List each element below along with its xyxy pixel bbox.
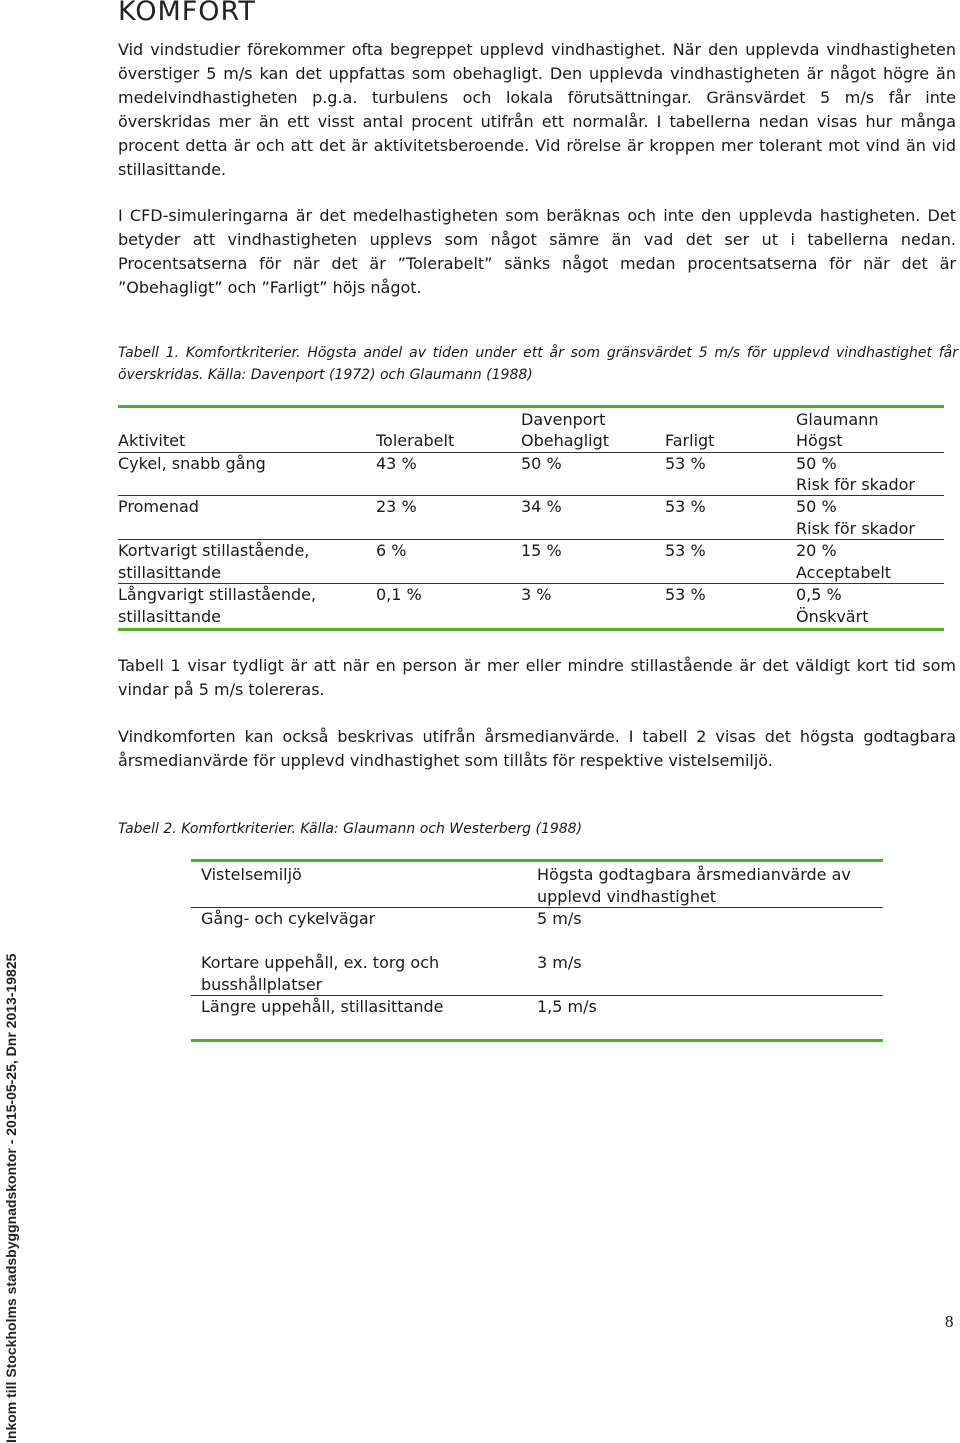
table1-header-obehagligt: Obehagligt <box>521 431 610 450</box>
table2-caption: Tabell 2. Komfortkriterier. Källa: Glaumann och Westerberg (1988) <box>118 821 583 837</box>
table-cell: 0,5 % <box>796 585 842 604</box>
table-cell: Långvarigt stillastående, <box>118 585 317 604</box>
table-cell: 53 % <box>665 497 706 516</box>
table-cell: 50 % <box>796 454 837 473</box>
table-cell: Kortare uppehåll, ex. torg och <box>201 953 440 972</box>
page-number: 8 <box>945 1312 954 1331</box>
table-cell: Acceptabelt <box>796 563 892 582</box>
table-cell: Kortvarigt stillastående, <box>118 541 310 560</box>
table-cell: 1,5 m/s <box>537 997 597 1016</box>
table1-header-hogst: Högst <box>796 431 843 450</box>
table-cell: 20 % <box>796 541 837 560</box>
table-cell: 5 m/s <box>537 909 582 928</box>
table-cell: busshållplatser <box>201 975 323 994</box>
table-cell: 50 % <box>521 454 562 473</box>
table-cell: 0,1 % <box>376 585 422 604</box>
table-cell: 23 % <box>376 497 417 516</box>
table2-header-value-line2: upplevd vindhastighet <box>537 887 717 906</box>
received-stamp-text: Inkom till Stockholms stadsbyggnadskontor - 2015-05-25, Dnr 2013-19825 <box>3 953 19 1443</box>
table-cell: Cykel, snabb gång <box>118 454 266 473</box>
table-cell: Gång- och cykelvägar <box>201 909 376 928</box>
table-cell: Risk för skador <box>796 519 915 538</box>
table-cell: 53 % <box>665 454 706 473</box>
table-cell: 34 % <box>521 497 562 516</box>
table2-top-rule <box>191 859 883 862</box>
table-cell: 6 % <box>376 541 407 560</box>
table1-group-davenport: Davenport <box>521 410 606 429</box>
table1-top-rule <box>118 405 944 408</box>
table-cell: stillasittande <box>118 607 222 626</box>
table2-bottom-rule <box>191 1039 883 1042</box>
table-cell: Längre uppehåll, stillasittande <box>201 997 444 1016</box>
table-cell: Promenad <box>118 497 199 516</box>
median-paragraph: Vindkomforten kan också beskrivas utifrån årsmedianvärde. I tabell 2 visas det högsta godtagbara årsmedianvärde för upplevd vindhastighet som tillåts för respektive vistelsemiljö. <box>118 727 956 770</box>
table-cell: 3 % <box>521 585 552 604</box>
table-cell: 50 % <box>796 497 837 516</box>
table1-header-tolerabelt: Tolerabelt <box>376 431 455 450</box>
table-cell: 43 % <box>376 454 417 473</box>
page-heading: KOMFORT <box>118 0 256 27</box>
cfd-paragraph: I CFD-simuleringarna är det medelhastigheten som beräknas och inte den upplevda hastigheten. Det betyder att vindhastigheten upplevs som något sämre än vad det ser ut i tabellerna nedan. Procentsatserna för när det är ”Tolerabelt” sänks något medan procentsatserna för när det är ”Obehagligt” och ”Farligt” höjs något. <box>118 206 956 297</box>
table1-group-glaumann: Glaumann <box>796 410 879 429</box>
table1-caption: Tabell 1. Komfortkriterier. Högsta andel av tiden under ett år som gränsvärdet 5 m/s för upplevd vindhastighet får överskridas. Källa: Davenport (1972) och Glaumann (1988) <box>118 345 958 383</box>
table1-summary-paragraph: Tabell 1 visar tydligt är att när en person är mer eller mindre stillastående är det väldigt kort tid som vindar på 5 m/s tolereras. <box>118 656 956 699</box>
table-cell: 53 % <box>665 585 706 604</box>
intro-paragraph: Vid vindstudier förekommer ofta begreppet upplevd vindhastighet. När den upplevda vindhastigheten överstiger 5 m/s kan det uppfattas som obehagligt. Den upplevda vindhastigheten är något högre än medelvindhastigheten p.g.a. turbulens och lokala förutsättningar. Gränsvärdet 5 m/s får inte överskridas mer än ett visst antal procent utifrån ett normalår. I tabellerna nedan visas hur många procent detta är och att det är aktivitetsberoende. Vid rörelse är kroppen mer tolerant mot vind än vid stillasittande. <box>118 40 956 179</box>
table1-bottom-rule <box>118 628 944 631</box>
table-cell: Risk för skador <box>796 475 915 494</box>
table-cell: 15 % <box>521 541 562 560</box>
table-cell: Önskvärt <box>796 607 869 626</box>
table-cell: 3 m/s <box>537 953 582 972</box>
table2-header-vistelsemiljo: Vistelsemiljö <box>201 865 302 884</box>
table-cell: stillasittande <box>118 563 222 582</box>
table1-header-aktivitet: Aktivitet <box>118 431 186 450</box>
table-cell: 53 % <box>665 541 706 560</box>
table1-header-farligt: Farligt <box>665 431 715 450</box>
table2-header-value-line1: Högsta godtagbara årsmedianvärde av <box>537 865 851 884</box>
